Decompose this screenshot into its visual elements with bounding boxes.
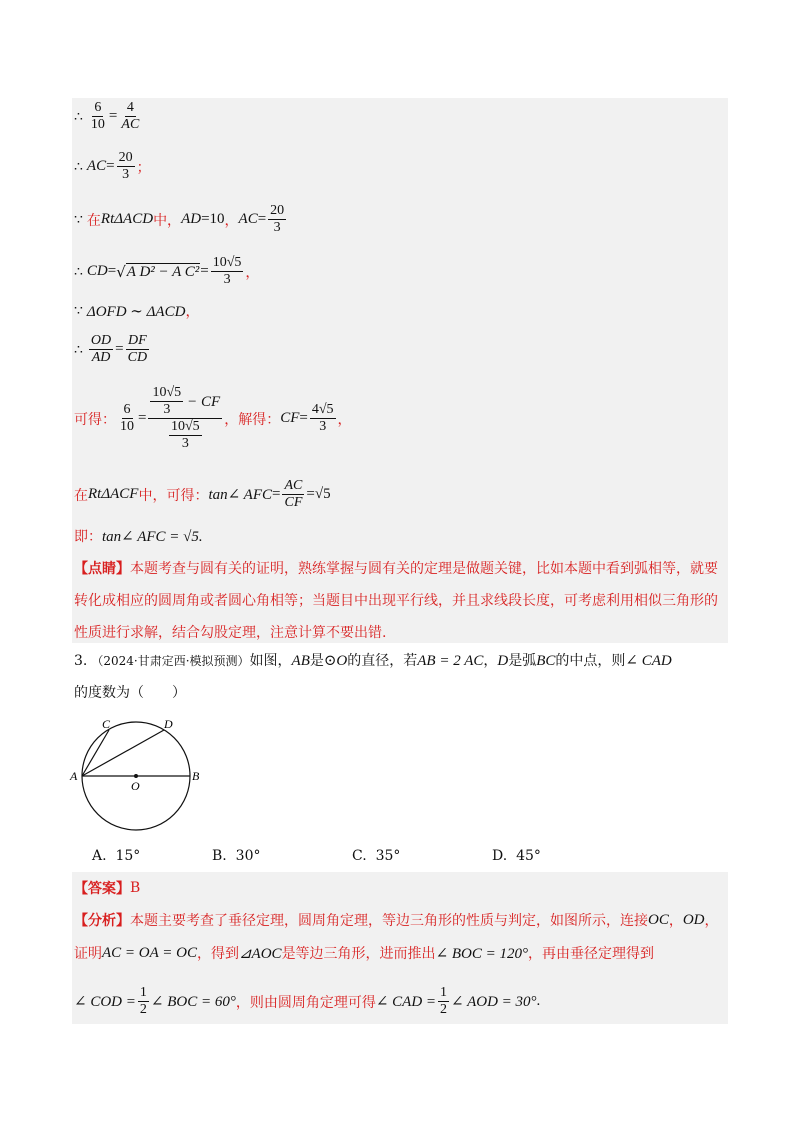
fraction: $\frac{AC}{CF}$	[284, 478, 303, 510]
circle-figure	[68, 718, 208, 842]
eq-line-8: 在 RtΔACF 中，可得： tan∠ AFC = $\frac{AC}{CF}$ = √5	[74, 478, 331, 510]
fraction: $\frac{4√5}{3}$	[311, 402, 334, 434]
eq-line-3: ∵ 在 RtΔACD 中， AD = 10 ， AC = $\frac{20}{3}$	[74, 203, 285, 235]
fraction-half: $\frac{1}{2}$	[139, 985, 147, 1017]
option-c[interactable]: C. 35°	[352, 848, 401, 864]
fraction: $\frac{20}{3}$	[118, 150, 133, 182]
fraction: $\frac{4}{AC}$	[121, 100, 140, 132]
question-3: 3. （2024·甘肃定西·模拟预测） 如图， AB 是 ⊙O 的直径，若 AB = 2 AC ， D 是弧 BC 的中点，则 ∠ CAD 的度数为（ ）	[74, 653, 672, 701]
option-b[interactable]: B. 30°	[212, 848, 261, 864]
eq-line-4: ∴ CD = √ A D² − A C² = $\frac{10√5}{3}$ ，	[74, 255, 260, 287]
chord-ad	[82, 730, 164, 776]
center-point	[134, 774, 138, 778]
label-b: B	[192, 769, 200, 783]
fraction: $\frac{OD}{AD}$	[90, 333, 112, 365]
fraction: $\frac{6}{10}$	[90, 100, 105, 132]
analysis-line-2: 证明 AC = OA = OC ，得到 ⊿AOC 是等边三角形，进而推出 ∠ BOC = 120° ，再由垂径定理得到	[74, 944, 655, 962]
compound-fraction: $\frac{10√5}{3}$ − CF $\frac{10√5}{3}$	[148, 385, 222, 452]
eq-line-6: ∴ $\frac{OD}{AD}$ = $\frac{DF}{CD}$	[74, 333, 148, 365]
fraction-half: $\frac{1}{2}$	[440, 985, 448, 1017]
tip-paragraph: 【点睛】本题考查与圆有关的证明，熟练掌握与圆有关的定理是做题关键，比如本题中看到弧相等，就要 转化成相应的圆周角或者圆心角相等；当题目中出现平行线，并且求线段长度，可考虑利用相似三角形的 性质进行求解，结合勾股定理，注意计算不要出错.	[74, 561, 718, 641]
label-d: D	[164, 718, 173, 731]
fraction: $\frac{DF}{CD}$	[127, 333, 148, 365]
eq-line-7: 可得： $\frac{6}{10}$ = $\frac{10√5}{3}$ − CF $\frac{10√5}{3}$ ，解得： CF = $\frac{4√5}{3}$ ，	[74, 385, 352, 451]
answer-line: 【答案】 B	[74, 880, 141, 897]
fraction: $\frac{20}{3}$	[270, 203, 285, 235]
label-c: C	[102, 718, 111, 731]
fraction: $\frac{10√5}{3}$	[212, 255, 242, 287]
eq-line-9: 即： tan∠ AFC = √5.	[74, 528, 203, 545]
sqrt-expression: √ A D² − A C²	[116, 262, 200, 281]
label-a: A	[70, 769, 78, 783]
analysis-line-1: 【分析】 本题主要考查了垂径定理，圆周角定理，等边三角形的性质与判定，如图所示，连接 OC ， OD ，	[74, 911, 719, 929]
fraction: $\frac{6}{10}$	[120, 402, 134, 434]
option-d[interactable]: D. 45°	[492, 848, 541, 864]
eq-line-1: ∴ $\frac{6}{10}$ = $\frac{4}{AC}$	[74, 100, 140, 132]
analysis-line-3: ∠ COD = $\frac{1}{2}$ ∠ BOC = 60° ，则由圆周角定理可得 ∠ CAD = $\frac{1}{2}$ ∠ AOD = 30° .	[74, 985, 541, 1017]
eq-line-5: ∵ ΔOFD ∼ ΔACD ，	[74, 303, 200, 320]
tip-tag: 【点睛】	[74, 561, 130, 577]
label-o: O	[131, 779, 140, 793]
option-a[interactable]: A. 15°	[92, 848, 141, 864]
eq-line-2: ∴ AC = $\frac{20}{3}$ ；	[74, 150, 151, 182]
